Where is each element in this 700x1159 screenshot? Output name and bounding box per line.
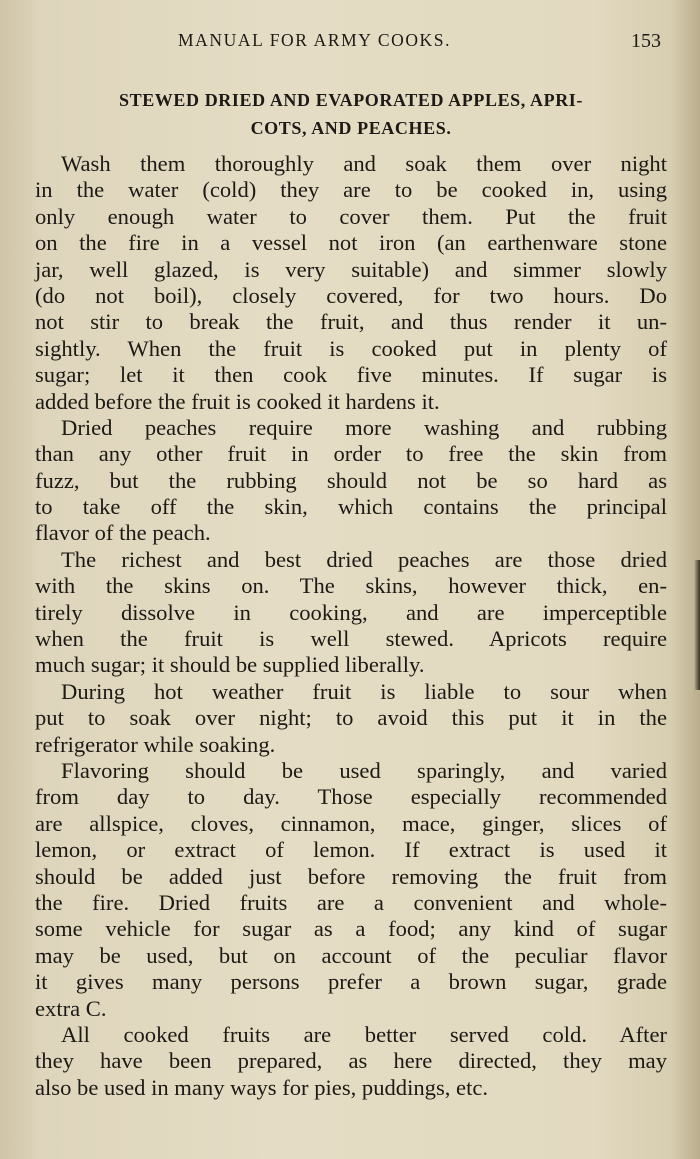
text-line: refrigerator while soaking. <box>35 731 276 757</box>
paragraph <box>35 1022 667 1101</box>
recipe-title <box>30 86 672 142</box>
text-line: also be used in many ways for pies, puddings, etc. <box>35 1074 489 1100</box>
text-line: put to soak over night; to avoid this put it in the <box>35 705 667 731</box>
text-line: The richest and best dried peaches are those dried <box>61 546 667 572</box>
recipe-body <box>35 151 667 1101</box>
text-line: it gives many persons prefer a brown sugar, grade <box>35 969 667 995</box>
text-line: on the fire in a vessel not iron (an earthenware stone <box>35 230 667 256</box>
running-header <box>0 30 700 56</box>
recipe-title-line: COTS, AND PEACHES. <box>250 118 452 138</box>
text-line: lemon, or extract of lemon. If extract is used it <box>35 837 667 863</box>
text-line: in the water (cold) they are to be cooked in, using <box>35 177 667 203</box>
paragraph <box>35 679 667 758</box>
text-line: with the skins on. The skins, however thick, en- <box>35 573 667 599</box>
text-line: they have been prepared, as here directed, they may <box>35 1048 667 1074</box>
text-line: should be added just before removing the fruit from <box>35 863 667 889</box>
text-line: Dried peaches require more washing and rubbing <box>61 414 667 440</box>
text-line: Flavoring should be used sparingly, and varied <box>61 757 667 783</box>
text-line: some vehicle for sugar as a food; any kind of sugar <box>35 916 667 942</box>
text-line: jar, well glazed, is very suitable) and simmer slowly <box>35 256 667 282</box>
page-edge-shadow <box>694 560 700 690</box>
text-line: not stir to break the fruit, and thus render it un- <box>35 309 667 335</box>
text-line: sightly. When the fruit is cooked put in plenty of <box>35 335 667 361</box>
text-line: During hot weather fruit is liable to sour when <box>61 678 667 704</box>
text-line: much sugar; it should be supplied liberally. <box>35 652 425 678</box>
text-line: when the fruit is well stewed. Apricots require <box>35 626 667 652</box>
text-line: may be used, but on account of the peculiar flavor <box>35 942 667 968</box>
text-line: (do not boil), closely covered, for two hours. Do <box>35 282 667 308</box>
paragraph <box>35 547 667 679</box>
recipe-title-line: STEWED DRIED AND EVAPORATED APPLES, APRI- <box>118 90 583 110</box>
running-title: MANUAL FOR ARMY COOKS. <box>178 30 452 50</box>
page-number: 153 <box>631 30 661 52</box>
text-line: sugar; let it then cook five minutes. If sugar is <box>35 362 667 388</box>
text-line: added before the fruit is cooked it hardens it. <box>35 388 440 414</box>
text-line: are allspice, cloves, cinnamon, mace, ginger, slices of <box>35 810 667 836</box>
paragraph <box>35 151 667 415</box>
text-line: flavor of the peach. <box>35 520 211 546</box>
text-line: from day to day. Those especially recommended <box>35 784 667 810</box>
text-line: only enough water to cover them. Put the fruit <box>35 203 667 229</box>
text-line: extra C. <box>35 995 107 1021</box>
text-line: All cooked fruits are better served cold. After <box>61 1021 667 1047</box>
text-line: fuzz, but the rubbing should not be so hard as <box>35 467 667 493</box>
text-line: tirely dissolve in cooking, and are imperceptible <box>35 599 667 625</box>
paragraph <box>35 758 667 1022</box>
text-line: to take off the skin, which contains the principal <box>35 494 667 520</box>
text-line: the fire. Dried fruits are a convenient and whole- <box>35 889 667 915</box>
paragraph <box>35 415 667 547</box>
text-line: Wash them thoroughly and soak them over night <box>61 151 667 176</box>
text-line: than any other fruit in order to free the skin from <box>35 441 667 467</box>
